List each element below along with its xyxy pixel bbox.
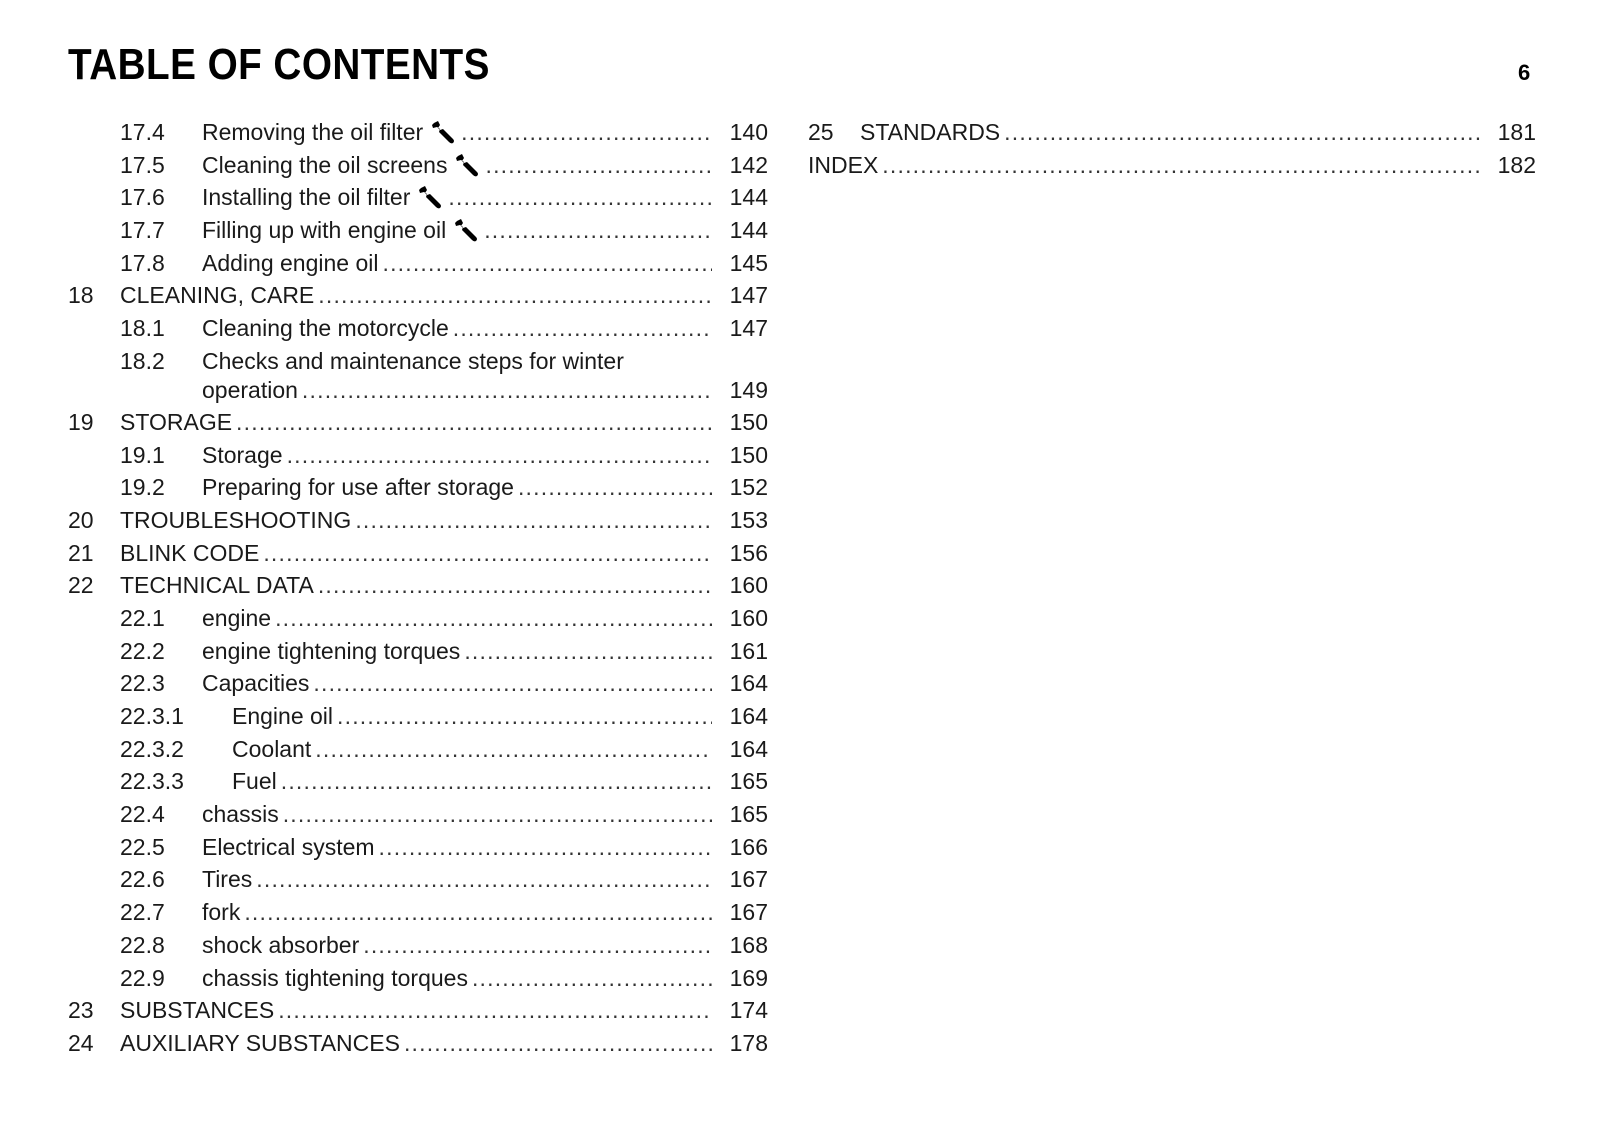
toc-entry-page: 165 [729, 768, 768, 795]
toc-entry-page: 150 [729, 408, 768, 435]
toc-entry-label: TROUBLESHOOTING [120, 506, 352, 533]
toc-entry[interactable] [68, 831, 768, 864]
dot-leader [281, 765, 712, 797]
toc-entry[interactable] [68, 537, 768, 570]
dot-leader [313, 667, 712, 699]
toc-entry-page: 167 [729, 899, 768, 926]
toc-entry-number: 22.5 [120, 833, 165, 860]
toc-entry-number: 23 [68, 997, 94, 1024]
toc-entry-page: 145 [729, 249, 768, 276]
toc-entry[interactable] [68, 247, 768, 280]
toc-entry-page: 167 [729, 866, 768, 893]
toc-entry-page: 181 [1497, 119, 1536, 145]
toc-entry[interactable] [68, 214, 768, 247]
toc-entry-label: Coolant [232, 735, 312, 762]
dot-leader [1004, 116, 1480, 148]
toc-entry-label: Capacities [202, 670, 310, 697]
toc-entry-page: 182 [1497, 151, 1536, 178]
page-number: 6 [1518, 60, 1531, 85]
dot-leader [355, 504, 712, 536]
toc-entry-label: shock absorber [202, 931, 360, 958]
toc-entry-label: Cleaning the motorcycle [202, 315, 449, 342]
toc-entry[interactable] [68, 994, 768, 1027]
toc-entry[interactable] [68, 439, 768, 472]
toc-entry-label: Cleaning the oil screens [202, 151, 448, 178]
toc-entry-label: AUXILIARY SUBSTANCES [120, 1029, 400, 1056]
dot-leader [453, 312, 712, 344]
toc-entry-number: 22.1 [120, 604, 165, 631]
dot-leader [379, 831, 712, 863]
toc-entry[interactable] [68, 798, 768, 831]
dot-leader [382, 247, 712, 279]
toc-entry[interactable] [68, 504, 768, 537]
toc-entry-number: 18.1 [120, 315, 165, 342]
toc-entry-number: 17.7 [120, 217, 165, 244]
toc-entry-label: STANDARDS [860, 119, 1001, 145]
toc-entry[interactable] [808, 116, 1536, 149]
toc-right-column [808, 116, 1536, 181]
toc-entry-number: 20 [68, 506, 94, 533]
toc-entry-number: 22.9 [120, 964, 165, 991]
toc-entry-label-continued: operation [202, 376, 298, 403]
toc-entry[interactable] [68, 181, 768, 214]
toc-entry[interactable] [68, 602, 768, 635]
toc-entry-number: 17.6 [120, 184, 165, 211]
dot-leader [363, 929, 712, 961]
toc-entry-page: 153 [729, 506, 768, 533]
toc-entry[interactable] [68, 312, 768, 345]
toc-entry-label: SUBSTANCES [120, 997, 275, 1024]
dot-leader [315, 733, 712, 765]
dot-leader [318, 569, 712, 601]
toc-entry-label: fork [202, 899, 241, 926]
toc-entry-number: 22.3.3 [120, 768, 184, 795]
toc-entry-number: 22.3 [120, 670, 165, 697]
dot-leader [256, 863, 712, 895]
toc-entry-page: 142 [729, 151, 768, 178]
dot-leader [404, 1027, 712, 1059]
toc-entry-label: INDEX [808, 151, 879, 178]
toc-entry-page: 156 [729, 539, 768, 566]
toc-entry-number: 18.2 [120, 347, 165, 374]
dot-leader [485, 149, 712, 181]
toc-entry-label: engine tightening torques [202, 637, 461, 664]
toc-entry-page: 164 [729, 703, 768, 729]
toc-entry-label: BLINK CODE [120, 539, 260, 566]
toc-entry-page: 166 [729, 833, 768, 860]
toc-entry-page: 150 [729, 441, 768, 468]
toc-entry[interactable] [68, 667, 768, 700]
dot-leader [244, 896, 712, 928]
toc-entry-number: 22.8 [120, 931, 165, 958]
wrench-icon [431, 120, 457, 144]
dot-leader [464, 635, 712, 667]
toc-entry-label: Tires [202, 866, 253, 893]
wrench-icon [418, 185, 444, 209]
toc-entry-label: Checks and maintenance steps for winter [202, 347, 624, 374]
toc-entry-number: 24 [68, 1029, 94, 1056]
toc-entry-label: engine [202, 604, 272, 631]
dot-leader [337, 700, 712, 732]
toc-entry-page: 147 [729, 315, 768, 342]
toc-entry-page: 168 [729, 931, 768, 958]
toc-entry-label: Adding engine oil [202, 249, 379, 276]
dot-leader [472, 962, 712, 994]
toc-entry-number: 17.8 [120, 249, 165, 276]
toc-entry-page: 144 [729, 217, 768, 244]
wrench-icon [454, 218, 480, 242]
toc-entry-page: 160 [729, 572, 768, 599]
toc-entry-label: chassis [202, 801, 279, 828]
toc-entry-number: 22.3.2 [120, 735, 184, 762]
dot-leader [318, 279, 712, 311]
toc-entry-label: STORAGE [120, 408, 233, 435]
toc-entry[interactable] [68, 569, 768, 602]
toc-entry[interactable] [68, 279, 768, 312]
toc-entry[interactable] [68, 863, 768, 896]
toc-entry-number: 22.6 [120, 866, 165, 893]
toc-entry-label: Filling up with engine oil [202, 217, 447, 244]
toc-entry-page: 140 [729, 119, 768, 145]
toc-entry[interactable] [808, 149, 1536, 182]
wrench-icon [455, 153, 481, 177]
dot-leader [882, 149, 1480, 181]
dot-leader [484, 214, 712, 246]
dot-leader [302, 374, 712, 406]
toc-entry[interactable] [68, 149, 768, 182]
toc-entry-number: 25 [808, 119, 834, 145]
toc-entry-page: 164 [729, 670, 768, 697]
toc-entry-number: 22.3.1 [120, 703, 184, 729]
toc-left-column [68, 116, 768, 1060]
page-title: TABLE OF CONTENTS [68, 40, 490, 89]
toc-entry-label: CLEANING, CARE [120, 282, 315, 309]
dot-leader [278, 994, 712, 1026]
dot-leader [275, 602, 712, 634]
toc-entry[interactable] [68, 116, 768, 149]
toc-entry-number: 22.7 [120, 899, 165, 926]
toc-entry-label: Preparing for use after storage [202, 474, 514, 501]
toc-entry-label: Removing the oil filter [202, 119, 424, 145]
toc-entry-page: 160 [729, 604, 768, 631]
toc-entry-page: 144 [729, 184, 768, 211]
toc-entry-label: Electrical system [202, 833, 375, 860]
toc-entry-page: 164 [729, 735, 768, 762]
toc-entry[interactable] [68, 929, 768, 962]
toc-entry[interactable] [68, 635, 768, 668]
toc-entry[interactable] [68, 962, 768, 995]
toc-entry-number: 19 [68, 408, 94, 435]
toc-entry-number: 22.4 [120, 801, 165, 828]
toc-entry-number: 17.4 [120, 119, 165, 145]
dot-leader [236, 406, 712, 438]
toc-entry-page: 149 [729, 376, 768, 403]
toc-entry-number: 22 [68, 572, 94, 599]
toc-entry-page: 152 [729, 474, 768, 501]
toc-entry[interactable] [68, 765, 768, 798]
toc-entry-label: Fuel [232, 768, 277, 795]
toc-entry[interactable] [68, 345, 768, 406]
toc-entry-label: Installing the oil filter [202, 184, 411, 211]
toc-entry-number: 18 [68, 282, 94, 309]
toc-entry-label: Engine oil [232, 703, 334, 729]
dot-leader [283, 798, 712, 830]
dot-leader [287, 439, 712, 471]
toc-entry-label: TECHNICAL DATA [120, 572, 314, 599]
toc-entry-page: 161 [729, 637, 768, 664]
dot-leader [448, 181, 712, 213]
toc-entry[interactable] [68, 700, 768, 733]
dot-leader [263, 537, 712, 569]
toc-entry[interactable] [68, 406, 768, 439]
toc-entry-number: 19.1 [120, 441, 165, 468]
toc-entry-number: 19.2 [120, 474, 165, 501]
toc-entry-number: 22.2 [120, 637, 165, 664]
toc-entry-page: 147 [729, 282, 768, 309]
toc-entry-label: Storage [202, 441, 283, 468]
toc-entry[interactable] [68, 1027, 768, 1060]
toc-entry[interactable] [68, 896, 768, 929]
toc-entry-label: chassis tightening torques [202, 964, 468, 991]
dot-leader [461, 116, 712, 148]
toc-entry-number: 21 [68, 539, 94, 566]
toc-entry-number: 17.5 [120, 151, 165, 178]
toc-entry-page: 165 [729, 801, 768, 828]
toc-entry-page: 169 [729, 964, 768, 991]
toc-entry[interactable] [68, 733, 768, 766]
toc-entry[interactable] [68, 471, 768, 504]
toc-entry-page: 178 [729, 1029, 768, 1056]
toc-entry-page: 174 [729, 997, 768, 1024]
dot-leader [518, 471, 712, 503]
